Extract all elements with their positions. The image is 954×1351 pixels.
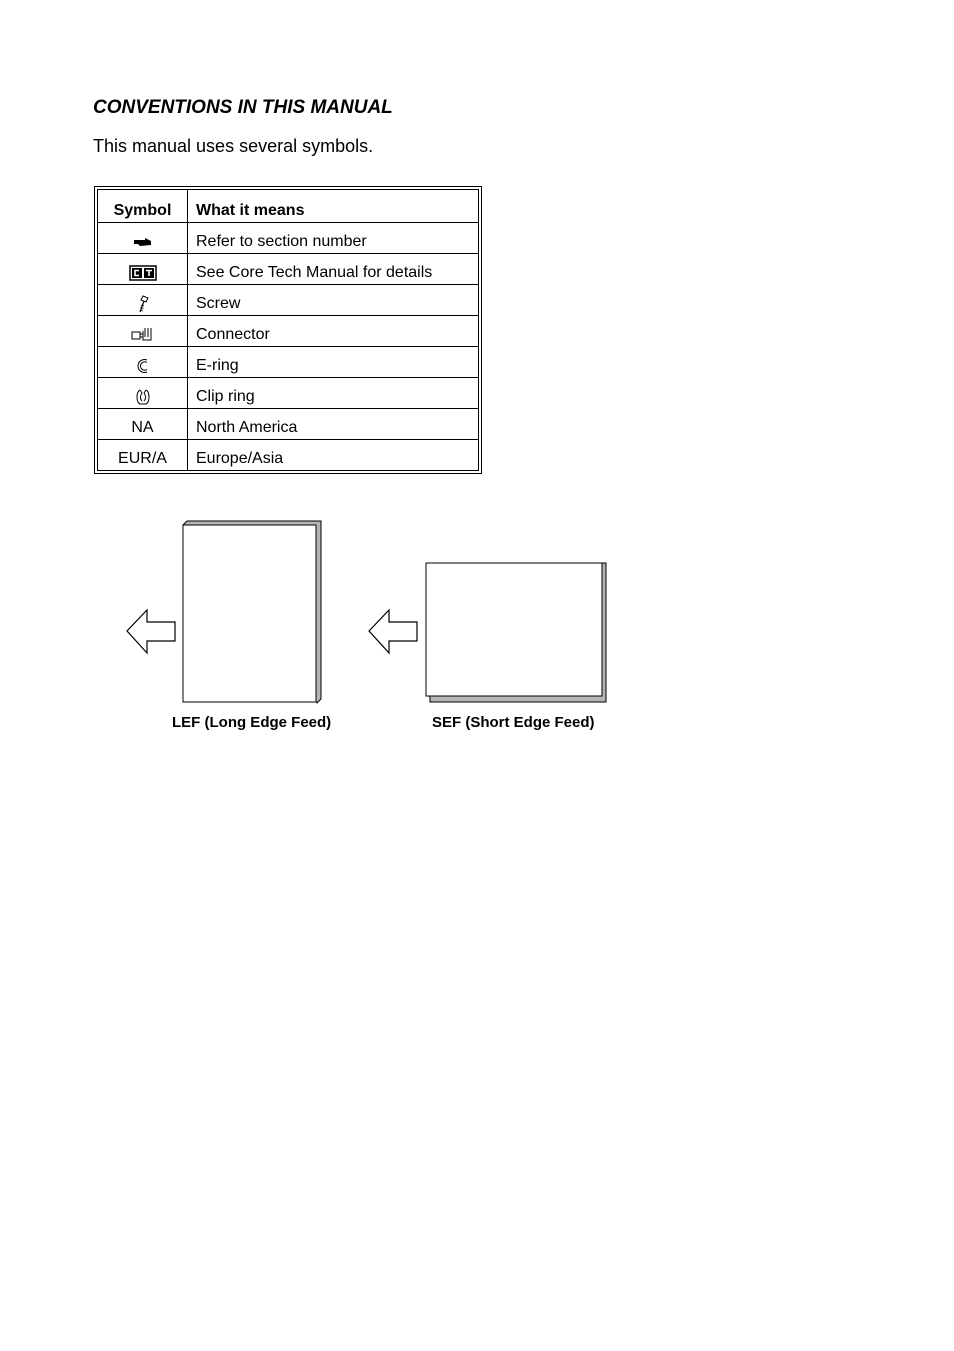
page-title: CONVENTIONS IN THIS MANUAL <box>93 97 393 118</box>
header-meaning: What it means <box>188 190 479 223</box>
meaning-cell: Clip ring <box>188 378 479 409</box>
symbol-text-cell: NA <box>98 409 188 440</box>
lef-arrow-icon <box>127 610 175 653</box>
lef-sheet <box>183 521 321 703</box>
symbol-text-cell: EUR/A <box>98 440 188 471</box>
lef-caption: LEF (Long Edge Feed) <box>172 714 332 731</box>
meaning-cell: North America <box>188 409 479 440</box>
meaning-cell: Europe/Asia <box>188 440 479 471</box>
intro-text: This manual uses several symbols. <box>93 136 374 156</box>
meaning-cell: Connector <box>188 316 479 347</box>
meaning-cell: See Core Tech Manual for details <box>188 254 479 285</box>
meaning-cell: Refer to section number <box>188 223 479 254</box>
sef-arrow-icon <box>369 610 417 653</box>
meaning-cell: Screw <box>188 285 479 316</box>
header-symbol: Symbol <box>98 190 188 223</box>
meaning-cell: E-ring <box>188 347 479 378</box>
sef-sheet <box>426 563 606 702</box>
sef-caption: SEF (Short Edge Feed) <box>432 714 595 731</box>
